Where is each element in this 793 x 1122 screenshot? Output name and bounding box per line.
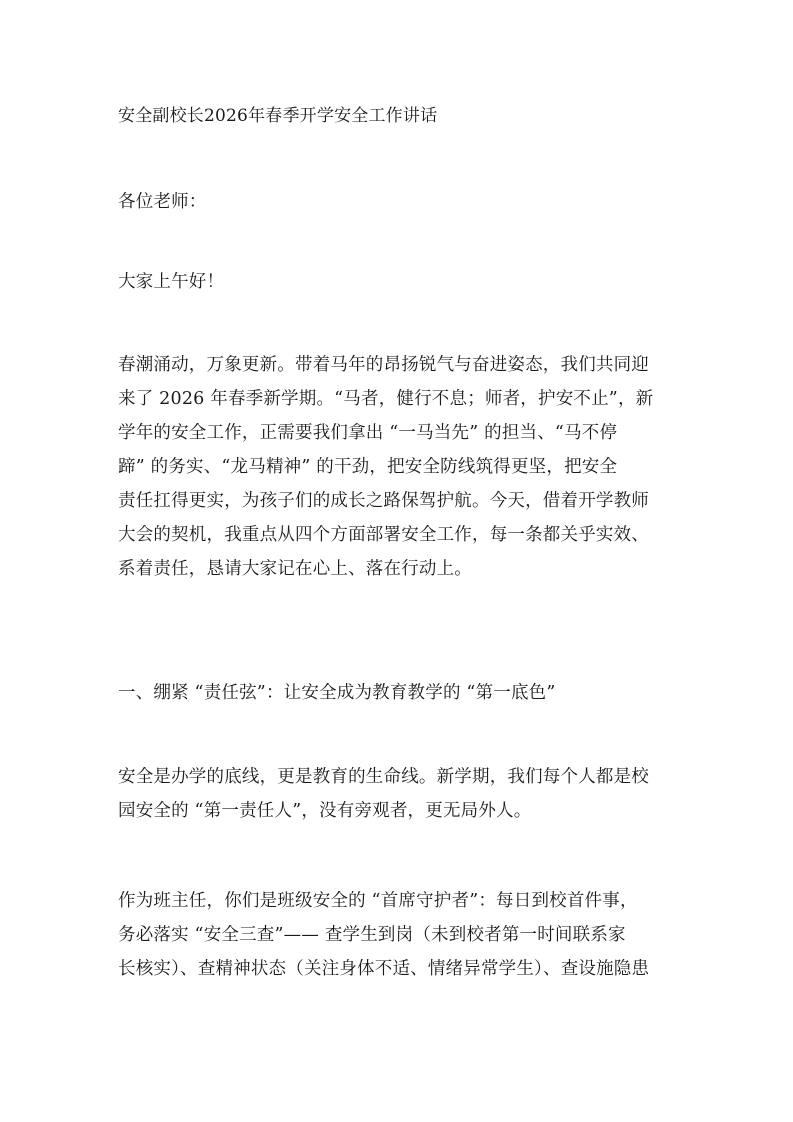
section-heading: 一、绷紧 “责任弦”：让安全成为教育教学的 “第一底色” <box>118 683 556 703</box>
salutation: 各位老师： <box>118 192 207 212</box>
paragraph-line: 务必落实 “安全三查”—— 查学生到岗（未到校者第一时间联系家 <box>118 925 626 945</box>
paragraph-line: 蹄” 的务实、“龙马精神” 的干劲，把安全防线筑得更坚，把安全 <box>118 457 618 477</box>
greeting: 大家上午好！ <box>118 272 225 292</box>
document-title: 安全副校长2026年春季开学安全工作讲话 <box>118 106 438 126</box>
paragraph-line: 大会的契机，我重点从四个方面部署安全工作，每一条都关乎实效、 <box>118 525 649 545</box>
paragraph-line: 安全是办学的底线，更是教育的生命线。新学期，我们每个人都是校 <box>118 767 649 787</box>
paragraph-line: 春潮涌动，万象更新。带着马年的昂扬锐气与奋进姿态，我们共同迎 <box>118 355 649 375</box>
paragraph-line: 责任扛得更实，为孩子们的成长之路保驾护航。今天，借着开学教师 <box>118 491 649 511</box>
paragraph-line: 长核实）、查精神状态（关注身体不适、情绪异常学生）、查设施隐患 <box>118 959 650 979</box>
paragraph-line: 作为班主任，你们是班级安全的 “首席守护者”：每日到校首件事， <box>118 891 638 911</box>
paragraph-line: 园安全的 “第一责任人”，没有旁观者，更无局外人。 <box>118 801 532 821</box>
paragraph-line: 学年的安全工作，正需要我们拿出 “一马当先” 的担当、“马不停 <box>118 423 618 443</box>
paragraph-line: 来了 2026 年春季新学期。“马者，健行不息；师者，护安不止”，新 <box>118 389 654 409</box>
paragraph-line: 系着责任，恳请大家记在心上、落在行动上。 <box>118 559 472 579</box>
